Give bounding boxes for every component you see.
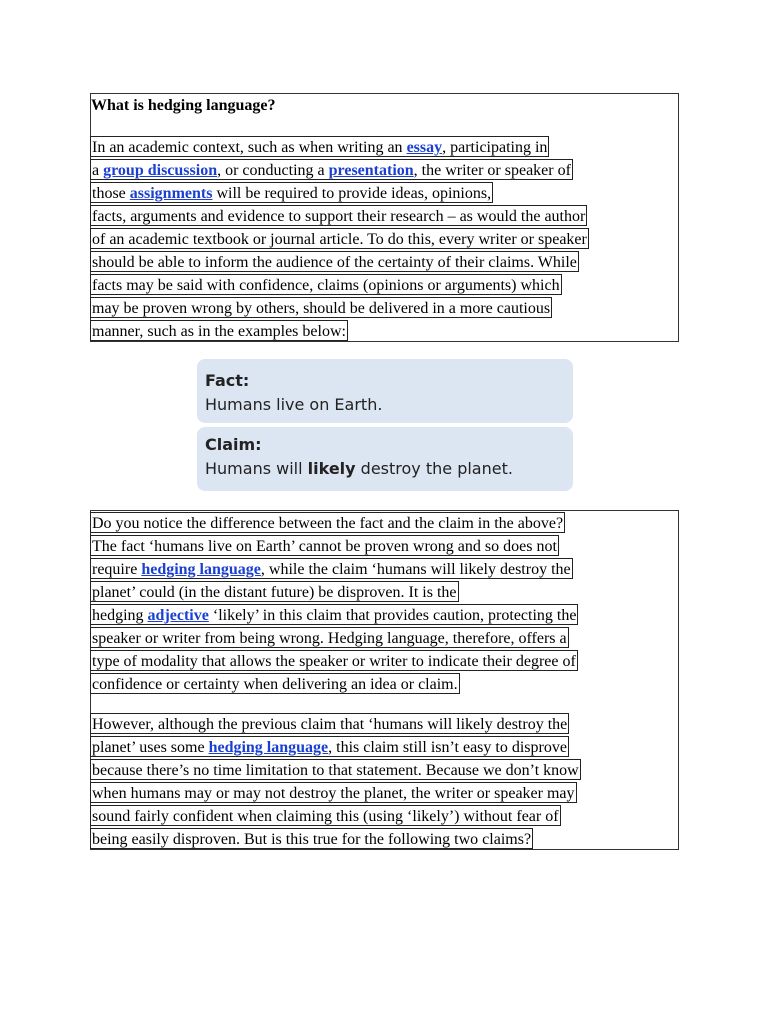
claim-text: Humans will likely destroy the planet. (205, 459, 513, 478)
adjective-link[interactable]: adjective (147, 607, 209, 624)
paragraph-line: when humans may or may not destroy the planet, the writer or speaker may (90, 782, 577, 803)
paragraph-line: of an academic textbook or journal article. To do this, every writer or speaker (90, 228, 589, 249)
fact-example (197, 359, 573, 423)
fact-text: Humans live on Earth. (205, 395, 383, 414)
section-title: What is hedging language? (91, 97, 276, 114)
assignments-link[interactable]: assignments (129, 185, 213, 202)
claim-label: Claim: (205, 435, 262, 454)
group-discussion-link[interactable]: group discussion (103, 162, 218, 179)
paragraph-line: should be able to inform the audience of the certainty of their claims. While (90, 251, 579, 272)
paragraph-line: may be proven wrong by others, should be delivered in a more cautious (90, 297, 552, 318)
paragraph-line: planet’ could (in the distant future) be disproven. It is the (90, 581, 459, 602)
claim-example (197, 427, 573, 491)
paragraph-line: being easily disproven. But is this true for the following two claims? (90, 828, 533, 849)
fact-label: Fact: (205, 371, 250, 390)
presentation-link[interactable]: presentation (328, 162, 414, 179)
paragraph-line: because there’s no time limitation to that statement. Because we don’t know (90, 759, 581, 780)
hedging-language-link[interactable]: hedging language (141, 561, 261, 578)
paragraph-line: manner, such as in the examples below: (90, 320, 348, 341)
paragraph-line: facts, arguments and evidence to support their research – as would the author (90, 205, 587, 226)
paragraph-line: speaker or writer from being wrong. Hedging language, therefore, offers a (90, 627, 569, 648)
essay-link[interactable]: essay (406, 139, 443, 156)
paragraph-line: hedging adjective ‘likely’ in this claim that provides caution, protecting the (90, 604, 578, 625)
paragraph-line: The fact ‘humans live on Earth’ cannot be proven wrong and so does not (90, 535, 559, 556)
paragraph-line: those assignments will be required to provide ideas, opinions, (90, 182, 493, 203)
paragraph-line: planet’ uses some hedging language, this claim still isn’t easy to disprove (90, 736, 569, 757)
paragraph-line: type of modality that allows the speaker or writer to indicate their degree of (90, 650, 578, 671)
paragraph-line: sound fairly confident when claiming this (using ‘likely’) without fear of (90, 805, 561, 826)
section-notice-difference (90, 510, 679, 850)
paragraph-line: a group discussion, or conducting a presentation, the writer or speaker of (90, 159, 573, 180)
paragraph-line: require hedging language, while the claim ‘humans will likely destroy the (90, 558, 573, 579)
paragraph-line: confidence or certainty when delivering an idea or claim. (90, 673, 460, 694)
paragraph-line: However, although the previous claim that ‘humans will likely destroy the (90, 713, 569, 734)
paragraph-line: Do you notice the difference between the fact and the claim in the above? (90, 512, 565, 533)
section-what-is-hedging (90, 93, 679, 342)
paragraph-line: In an academic context, such as when writing an essay, participating in (90, 136, 549, 157)
paragraph-line: facts may be said with confidence, claims (opinions or arguments) which (90, 274, 562, 295)
hedging-language-link-2[interactable]: hedging language (208, 739, 329, 756)
